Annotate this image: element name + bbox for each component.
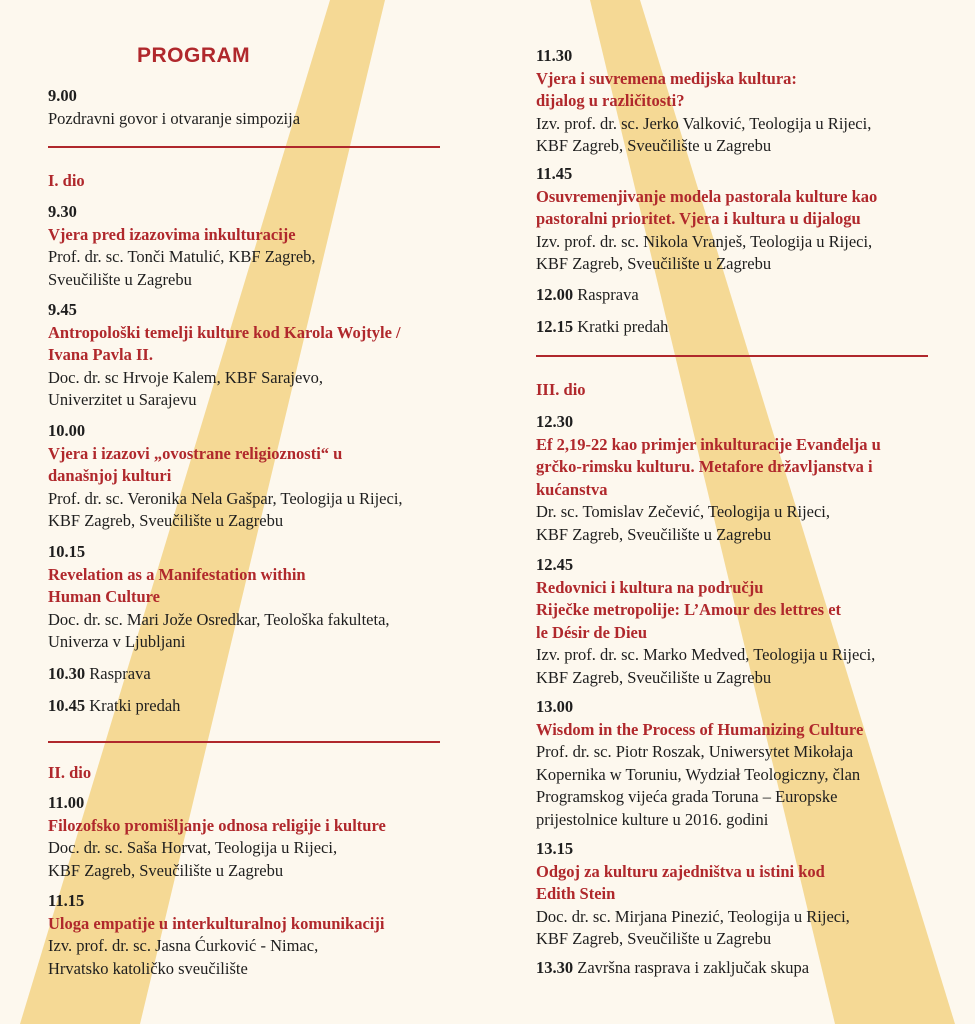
session-entry: [536, 45, 871, 158]
opening-text: Pozdravni govor i otvaranje simpozija: [48, 108, 301, 128]
session-time: 9.45: [48, 300, 77, 319]
session-speaker: Izv. prof. dr. sc. Marko Medved, Teologija u Rijeci,: [536, 645, 876, 664]
session-entry: [536, 554, 875, 689]
break-entry: [48, 695, 180, 718]
closing-time: 13.30: [536, 958, 578, 977]
session-title: Revelation as a Manifestation within: [48, 564, 306, 584]
part-3-label: III. dio: [536, 380, 586, 399]
discussion-entry: [536, 284, 639, 307]
session-affiliation: KBF Zagreb, Sveučilište u Zagrebu: [536, 667, 772, 687]
session-title: Riječke metropolije: L’Amour des lettres et: [536, 600, 842, 619]
session-speaker: Doc. dr. sc. Saša Horvat, Teologija u Rijeci,: [48, 838, 338, 857]
session-affiliation: KBF Zagreb, Sveučilište u Zagrebu: [48, 511, 284, 530]
session-speaker: Dr. sc. Tomislav Zečević, Teologija u Rijeci,: [536, 502, 831, 521]
closing-text: Završna rasprava i zaključak skupa: [577, 958, 810, 977]
session-affiliation: KBF Zagreb, Sveučilište u Zagrebu: [536, 929, 772, 948]
session-entry: [48, 792, 386, 882]
session-entry: [536, 696, 863, 831]
divider: [48, 741, 440, 743]
program-title: PROGRAM: [137, 44, 251, 67]
session-affiliation: KBF Zagreb, Sveučilište u Zagrebu: [536, 254, 772, 273]
session-entry: [536, 411, 881, 546]
break-text: Kratki predah: [577, 317, 669, 336]
discussion-time: 10.30: [48, 664, 90, 683]
discussion-text: Rasprava: [577, 285, 639, 304]
session-time: 11.30: [536, 46, 573, 65]
session-speaker: Izv. prof. dr. sc. Nikola Vranješ, Teologija u Rijeci,: [536, 231, 873, 251]
discussion-text: Rasprava: [89, 664, 151, 683]
session-time: 9.30: [48, 202, 77, 221]
session-time: 12.30: [536, 412, 574, 431]
session-title: Edith Stein: [536, 884, 616, 903]
session-title: pastoralni prioritet. Vjera i kultura u dijalogu: [536, 209, 861, 228]
break-text: Kratki predah: [89, 696, 181, 715]
session-entry: [48, 299, 401, 412]
session-title: Ivana Pavla II.: [48, 345, 153, 364]
session-affiliation: Sveučilište u Zagrebu: [48, 269, 192, 289]
session-title: Odgoj za kulturu zajedništva u istini kod: [536, 861, 825, 881]
break-time: 10.45: [48, 696, 90, 715]
session-entry: [48, 201, 316, 291]
divider: [536, 355, 928, 357]
session-entry: [48, 890, 384, 980]
session-entry: [48, 541, 390, 654]
part-2-label: II. dio: [48, 763, 92, 782]
session-affiliation: KBF Zagreb, Sveučilište u Zagrebu: [536, 136, 772, 155]
session-time: 13.15: [536, 839, 574, 858]
session-title: kućanstva: [536, 479, 608, 499]
session-speaker: Prof. dr. sc. Tonči Matulić, KBF Zagreb,: [48, 247, 316, 266]
break-time: 12.15: [536, 317, 578, 336]
session-title: dijalog u različitosti?: [536, 91, 685, 110]
session-title: Wisdom in the Process of Humanizing Culture: [536, 719, 864, 739]
session-title: Human Culture: [48, 587, 161, 606]
session-entry: [536, 163, 877, 276]
break-entry: [536, 316, 668, 339]
discussion-time: 12.00: [536, 285, 578, 304]
session-time: 13.00: [536, 697, 574, 716]
session-speaker: Doc. dr. sc. Mirjana Pinezić, Teologija u Rijeci,: [536, 906, 850, 926]
session-affiliation: Univerza v Ljubljani: [48, 632, 186, 651]
session-affiliation: KBF Zagreb, Sveučilište u Zagrebu: [536, 524, 772, 544]
session-title: grčko-rimsku kulturu. Metafore državljanstva i: [536, 457, 873, 476]
session-time: 10.15: [48, 542, 86, 561]
session-speaker: Prof. dr. sc. Piotr Roszak, Uniwersytet Mikołaja: [536, 742, 854, 761]
session-title: Vjera i izazovi „ovostrane religioznosti“ u: [48, 443, 343, 463]
session-speaker: Doc. dr. sc Hrvoje Kalem, KBF Sarajevo,: [48, 367, 323, 387]
session-title: Osuvremenjivanje modela pastorala kulture kao: [536, 186, 878, 206]
session-affiliation: Kopernika w Toruniu, Wydział Teologiczny, član: [536, 764, 861, 784]
divider: [48, 146, 440, 148]
session-affiliation: Univerzitet u Sarajevu: [48, 390, 197, 409]
session-speaker: Izv. prof. dr. sc. Jasna Ćurković - Nimac,: [48, 936, 319, 955]
session-title: le Désir de Dieu: [536, 622, 648, 642]
session-speaker: Izv. prof. dr. sc. Jerko Valković, Teologija u Rijeci,: [536, 113, 872, 133]
opening-entry: [48, 85, 300, 130]
closing-entry: [536, 957, 809, 980]
session-title: Ef 2,19-22 kao primjer inkulturacije Evanđelja u: [536, 434, 881, 454]
opening-time: 9.00: [48, 86, 77, 105]
session-time: 10.00: [48, 421, 86, 440]
session-time: 11.45: [536, 164, 573, 183]
session-entry: [536, 838, 850, 951]
session-time: 11.00: [48, 793, 85, 812]
session-entry: [48, 420, 403, 533]
part-1-label: I. dio: [48, 171, 85, 190]
session-speaker: Doc. dr. sc. Mari Jože Osredkar, Teološka fakulteta,: [48, 609, 390, 629]
session-title: današnjoj kulturi: [48, 466, 172, 485]
session-title: Vjera pred izazovima inkulturacije: [48, 224, 296, 244]
session-time: 11.15: [48, 891, 85, 910]
session-speaker: Prof. dr. sc. Veronika Nela Gašpar, Teologija u Rijeci,: [48, 488, 403, 508]
session-affiliation: Programskog vijeća grada Toruna – Europske: [536, 787, 838, 806]
session-title: Vjera i suvremena medijska kultura:: [536, 68, 797, 88]
session-title: Uloga empatije u interkulturalnoj komunikaciji: [48, 913, 385, 933]
session-affiliation: prijestolnice kulture u 2016. godini: [536, 809, 769, 829]
session-time: 12.45: [536, 555, 574, 574]
session-affiliation: KBF Zagreb, Sveučilište u Zagrebu: [48, 860, 284, 880]
session-title: Redovnici i kultura na području: [536, 577, 764, 597]
session-title: Filozofsko promišljanje odnosa religije i kulture: [48, 815, 386, 835]
session-title: Antropološki temelji kulture kod Karola Wojtyle /: [48, 322, 401, 342]
discussion-entry: [48, 663, 151, 686]
session-affiliation: Hrvatsko katoličko sveučilište: [48, 958, 248, 978]
